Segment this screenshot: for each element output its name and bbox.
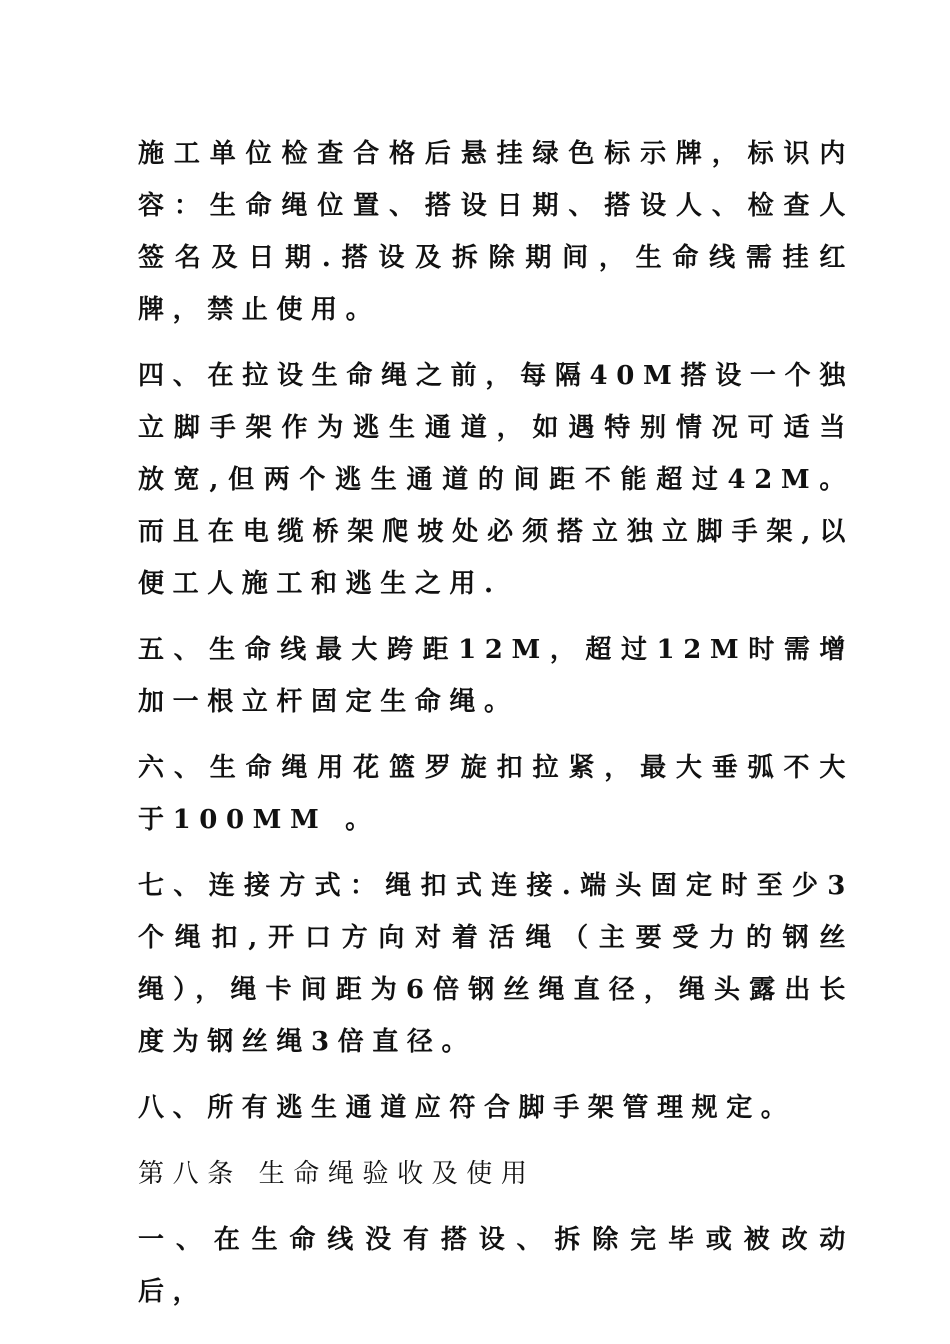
paragraph-signage: 施工单位检查合格后悬挂绿色标示牌，标识内容：生命绳位置、搭设日期、搭设人、检查人签名及日期.搭设及拆除期间，生命线需挂红牌，禁止使用。 <box>138 139 854 325</box>
paragraph-item-4: 四、在拉设生命绳之前，每隔40M搭设一个独立脚手架作为逃生通道，如遇特别情况可适当放宽,但两个逃生通道的间距不能超过42M。而且在电缆桥架爬坡处必须搭立独立脚手架,以便工人施工和逃生之用. <box>138 361 854 599</box>
section-heading-article-8: 第八条 生命绳验收及使用 <box>138 1159 536 1189</box>
paragraph-item-5: 五、生命线最大跨距12M，超过12M时需增加一根立杆固定生命绳。 <box>138 635 854 717</box>
paragraph-article-8-item-1: 一、在生命线没有搭设、拆除完毕或被改动后， <box>138 1225 854 1307</box>
paragraph-item-8: 八、所有逃生通道应符合脚手架管理规定。 <box>138 1093 796 1123</box>
paragraph-item-7: 七、连接方式：绳扣式连接.端头固定时至少3个绳扣,开口方向对着活绳（主要受力的钢丝绳），绳卡间距为6倍钢丝绳直径，绳头露出长度为钢丝绳3倍直径。 <box>138 871 854 1057</box>
document-page <box>138 128 854 1332</box>
paragraph-item-6: 六、生命绳用花篮罗旋扣拉紧，最大垂弧不大于100MM 。 <box>138 753 854 835</box>
